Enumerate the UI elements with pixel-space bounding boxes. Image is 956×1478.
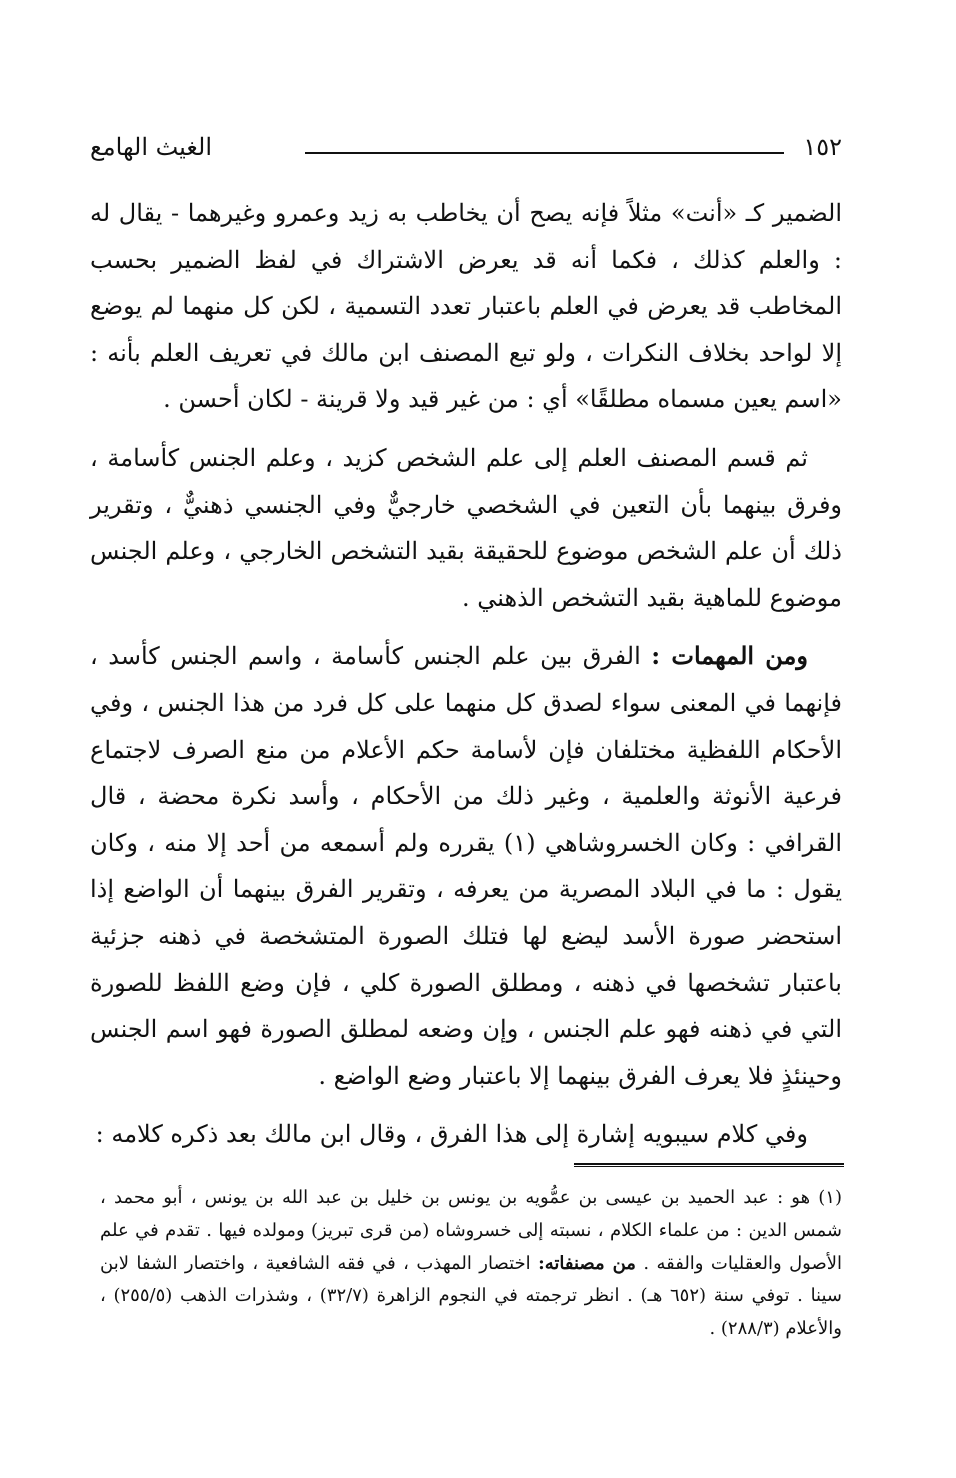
- paragraph-3-text-a: الفرق بين علم الجنس كأسامة ، واسم الجنس كأسد ، فإنهما في المعنى سواء لصدق كل منهما على كل فرد من هذا الجنس ، وفي الأحكام اللفظية مختلفان فإن لأسامة حكم الأعلام من منع الصرف لاجتماع فرعية الأنوثة والعلمية ، وغير ذلك من الأحكام ، وأسد نكرة محضة ، قال القرافي : وكان الخسروشاهي: [90, 642, 843, 857]
- footnote-separator: [574, 1163, 844, 1167]
- footnote-bold-label: من مصنفاته:: [538, 1252, 636, 1274]
- paragraph-1: الضمير كـ «أنت» مثلاً فإنه يصح أن يخاطب به زيد وعمرو وغيرهما - يقال له : والعلم كذلك ، فكما أنه قد يعرض الاشتراك في لفظ الضمير بحسب المخاطب قد يعرض في العلم باعتبار تعدد التسمية ، لكن كل منهما لم يوضع إلا لواحد بخلاف النكرات ، ولو تبع المصنف ابن مالك في تعريف العلم بأنه : «اسم يعين مسماه مطلقًا» أي : من غير قيد ولا قرينة - لكان أحسن .: [90, 199, 842, 414]
- paragraph-4: وفي كلام سيبويه إشارة إلى هذا الفرق ، وقال ابن مالك بعد ذكره كلامه :: [95, 1120, 808, 1149]
- footnote: [100, 1182, 842, 1346]
- page-header: [90, 130, 842, 170]
- footnote-reference: (١): [503, 828, 536, 857]
- page-number: ١٥٢: [803, 133, 842, 161]
- running-title: الغيث الهامع: [90, 133, 212, 161]
- paragraph-3-text-b: يقرره ولم أسمعه من أحد إلا منه ، وكان يقول : ما في البلاد المصرية من يعرفه ، وتقرير الفرق بينهما أن الواضع إذا استحضر صورة الأسد ليضع لها فتلك الصورة المتشخصة في ذهنه جزئية باعتبار تشخصها في ذهنه ، ومطلق الصورة كلي ، فإن وضع اللفظ للصورة التي في ذهنه فهو علم الجنس ، وإن وضعه لمطلق الصورة فهو اسم الجنس وحينئذٍ فلا يعرف الفرق بينهما إلا باعتبار وضع الواضع .: [90, 828, 843, 1090]
- footnote-text-b: اختصار المهذب ، في فقه الشافعية ، واختصار الشفا لابن سينا . توفي سنة (٦٥٢ هـ) . انظر ترجمته في النجوم الزاهرة (٣٢/٧) ، وشذرات الذهب (٢٥٥/٥) ، والأعلام (٢٨٨/٣) .: [100, 1252, 842, 1340]
- paragraph-2: ثم قسم المصنف العلم إلى علم الشخص كزيد ، وعلم الجنس كأسامة ، وفرق بينهما بأن التعين في الشخصي خارجيٌّ وفي الجنسي ذهنيٌّ ، وتقرير ذلك أن علم الشخص موضوع للحقيقة بقيد التشخص الخارجي ، وعلم الجنس موضوع للماهية بقيد التشخص الذهني .: [90, 443, 842, 612]
- paragraph-lead-heading: ومن المهمات :: [651, 641, 809, 671]
- main-text: [90, 190, 842, 1158]
- paragraph-3: [90, 633, 842, 1099]
- header-rule: [305, 152, 784, 154]
- footnote-text-a: (١) هو : عبد الحميد بن عيسى بن عمُّويه بن يونس بن خليل بن عبد الله بن يونس ، أبو محمد ، شمس الدين : من علماء الكلام ، نسبته إلى خسروشاه (من قرى تبريز) ومولده فيها . تقدم في علم الأصول والعقليات والفقه .: [100, 1187, 843, 1274]
